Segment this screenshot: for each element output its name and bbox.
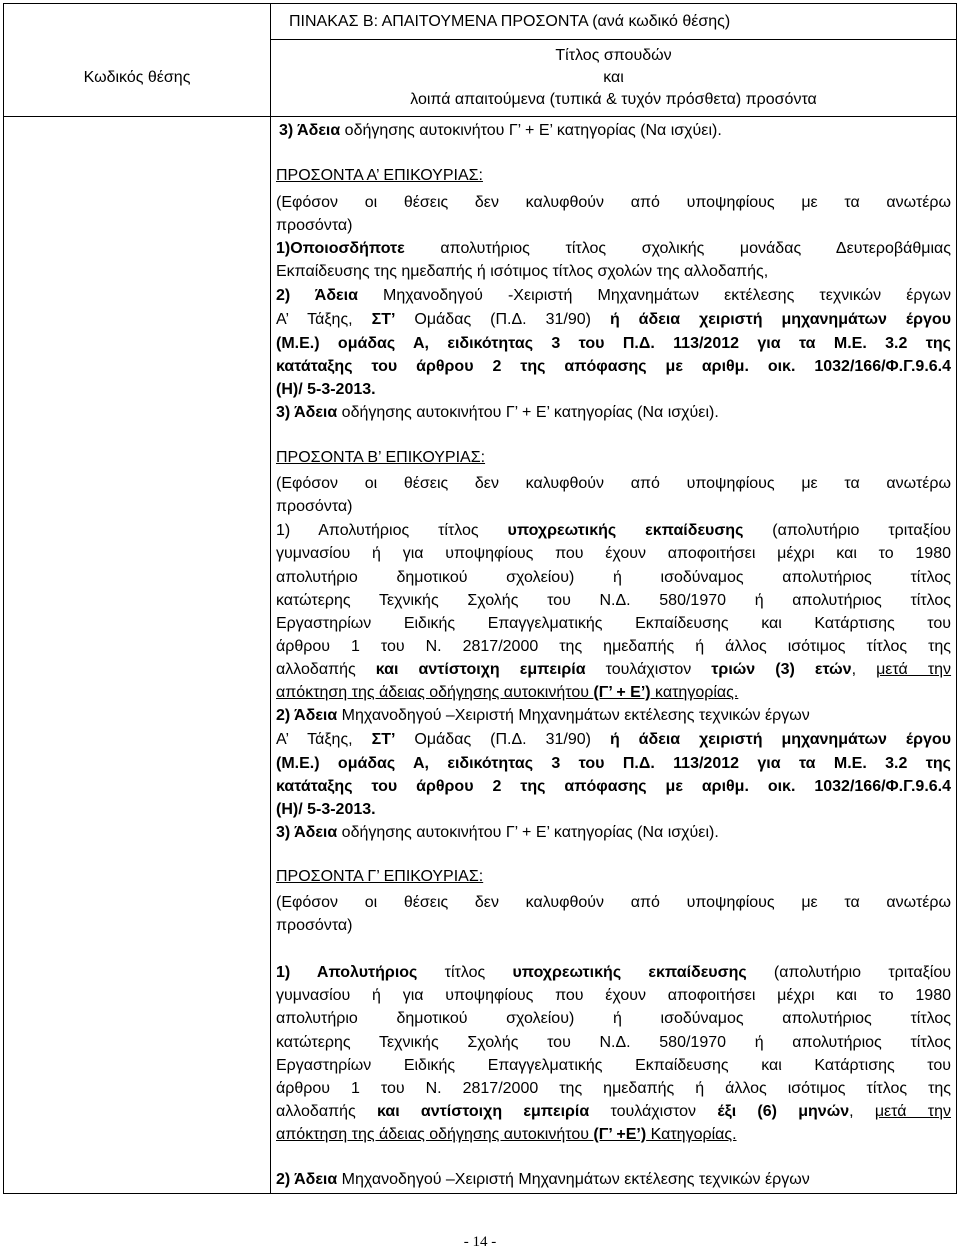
section-a-line: 3) Άδεια οδήγησης αυτοκινήτου Γ’ + Ε’ κατηγορίας (Να ισχύει). [276, 404, 719, 421]
section-b-line: (Μ.Ε.) ομάδας Α, ειδικότητας 3 του Π.Δ. 113/2012 για τα Μ.Ε. 3.2 της [276, 755, 951, 772]
section-c-condition: (Εφόσον οι θέσεις δεν καλυφθούν από υποψηφίους με τα ανωτέρω [276, 894, 951, 911]
section-a-line: 2) Άδεια Μηχανοδηγού -Χειριστή Μηχανημάτων εκτέλεσης τεχνικών έργων [276, 287, 951, 304]
section-a-line: (Μ.Ε.) ομάδας Α, ειδικότητας 3 του Π.Δ. 113/2012 για τα Μ.Ε. 3.2 της [276, 335, 951, 352]
row-divider [4, 116, 956, 117]
license-line: 3) Άδεια οδήγησης αυτοκινήτου Γ’ + Ε’ κατηγορίας (Να ισχύει). [279, 122, 722, 139]
page-number: - 14 - [463, 1234, 497, 1250]
section-b-line: Εργαστηρίων Ειδικής Επαγγελματικής Εκπαίδευσης και Κατάρτισης του [276, 615, 951, 632]
section-b-line: (Η)/ 5-3-2013. [276, 801, 376, 818]
section-b-line: απολυτήριο δημοτικού σχολείου) ή ισοδύναμος απολυτήριος τίτλος [276, 569, 951, 586]
section-a-line: (Η)/ 5-3-2013. [276, 381, 376, 398]
section-a-line: Α’ Τάξης, ΣΤ’ Ομάδας (Π.Δ. 31/90) ή άδεια χειριστή μηχανημάτων έργου [276, 311, 952, 328]
section-b-condition: προσόντα) [276, 498, 353, 515]
section-c-line: απολυτήριο δημοτικού σχολείου) ή ισοδύναμος απολυτήριος τίτλος [276, 1010, 951, 1027]
section-a-line: κατάταξης του άρθρου 2 της απόφασης με αριθμ. οικ. 1032/166/Φ.Γ.9.6.4 [276, 358, 951, 375]
column-divider [270, 4, 271, 1193]
section-c-line: απόκτηση της άδειας οδήγησης αυτοκινήτου (Γ’ +Ε’) Κατηγορίας. [276, 1126, 737, 1143]
col-header-code: Κωδικός θέσης [83, 69, 191, 86]
section-c-line: κατώτερης Τεχνικής Σχολής του Ν.Δ. 580/1970 ή απολυτήριος τίτλος [276, 1034, 951, 1051]
section-c-line: αλλοδαπής και αντίστοιχη εμπειρία τουλάχιστον έξι (6) μηνών, μετά την [276, 1103, 952, 1120]
section-c-line: άρθρου 1 του Ν. 2817/2000 της ημεδαπής ή άλλος ισότιμος τίτλος της [276, 1080, 951, 1097]
col-header-qualifications: Τίτλος σπουδών και λοιπά απαιτούμενα (τυπικά & τυχόν πρόσθετα) προσόντα [410, 47, 817, 108]
section-a-condition: προσόντα) [276, 217, 353, 234]
section-c-line: Εργαστηρίων Ειδικής Επαγγελματικής Εκπαίδευσης και Κατάρτισης του [276, 1057, 951, 1074]
section-b-line: απόκτηση της άδειας οδήγησης αυτοκινήτου (Γ’ + Ε’) κατηγορίας. [276, 684, 739, 701]
section-a-heading: ΠΡΟΣΟΝΤΑ Α’ ΕΠΙΚΟΥΡΙΑΣ: [276, 167, 483, 184]
section-c-heading: ΠΡΟΣΟΝΤΑ Γ’ ΕΠΙΚΟΥΡΙΑΣ: [276, 868, 484, 885]
section-b-line: αλλοδαπής και αντίστοιχη εμπειρία τουλάχιστον τριών (3) ετών, μετά την [276, 661, 952, 678]
section-c-line: 1) Απολυτήριος τίτλος υποχρεωτικής εκπαίδευσης (απολυτήριο τριταξίου [276, 964, 951, 981]
section-b-line: κατώτερης Τεχνικής Σχολής του Ν.Δ. 580/1970 ή απολυτήριος τίτλος [276, 592, 951, 609]
section-b-line: άρθρου 1 του Ν. 2817/2000 της ημεδαπής ή άλλος ισότιμος τίτλος της [276, 638, 951, 655]
section-a-line: 1)Οποιοσδήποτε απολυτήριος τίτλος σχολικής μονάδας Δευτεροβάθμιας [276, 240, 951, 257]
table-title: ΠΙΝΑΚΑΣ Β: ΑΠΑΙΤΟΥΜΕΝΑ ΠΡΟΣΟΝΤΑ (ανά κωδικό θέσης) [289, 13, 731, 30]
section-b-heading: ΠΡΟΣΟΝΤΑ Β’ ΕΠΙΚΟΥΡΙΑΣ: [276, 449, 486, 466]
section-b-condition: (Εφόσον οι θέσεις δεν καλυφθούν από υποψηφίους με τα ανωτέρω [276, 475, 951, 492]
section-b-line: 3) Άδεια οδήγησης αυτοκινήτου Γ’ + Ε’ κατηγορίας (Να ισχύει). [276, 824, 719, 841]
section-b-line: 1) Απολυτήριος τίτλος υποχρεωτικής εκπαίδευσης (απολυτήριο τριταξίου [276, 522, 952, 539]
section-b-line: γυμνασίου ή για υποψηφίους που έχουν αποφοιτήσει μέχρι και το 1980 [276, 545, 951, 562]
section-c-line: 2) Άδεια Μηχανοδηγού –Χειριστή Μηχανημάτων εκτέλεσης τεχνικών έργων [276, 1171, 810, 1188]
section-c-line: γυμνασίου ή για υποψηφίους που έχουν αποφοιτήσει μέχρι και το 1980 [276, 987, 951, 1004]
section-b-line: 2) Άδεια Μηχανοδηγού –Χειριστή Μηχανημάτων εκτέλεσης τεχνικών έργων [276, 707, 810, 724]
section-b-line: Α’ Τάξης, ΣΤ’ Ομάδας (Π.Δ. 31/90) ή άδεια χειριστή μηχανημάτων έργου [276, 731, 952, 748]
section-b-line: κατάταξης του άρθρου 2 της απόφασης με αριθμ. οικ. 1032/166/Φ.Γ.9.6.4 [276, 778, 951, 795]
section-a-condition: (Εφόσον οι θέσεις δεν καλυφθούν από υποψηφίους με τα ανωτέρω [276, 194, 951, 211]
section-c-condition: προσόντα) [276, 917, 353, 934]
section-a-line: Εκπαίδευσης της ημεδαπής ή ισότιμος τίτλος σχολών της αλλοδαπής, [276, 263, 769, 280]
